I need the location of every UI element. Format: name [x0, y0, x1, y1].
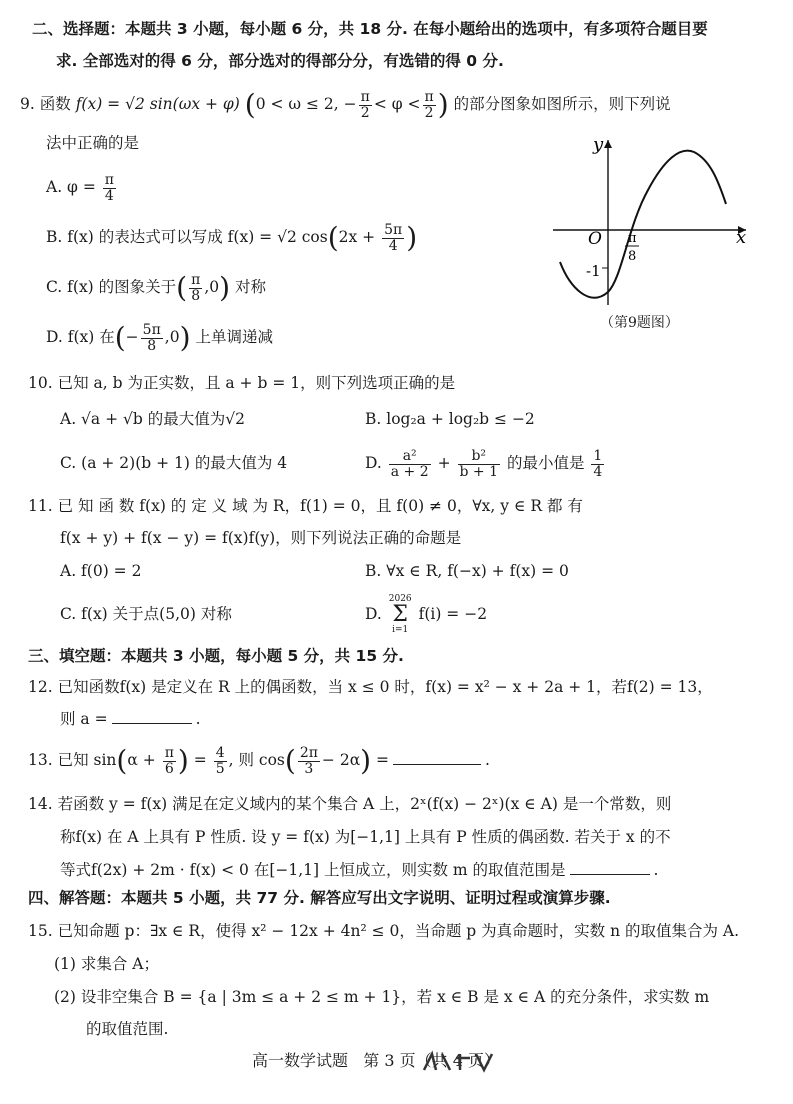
- q11-option-b: B. ∀x ∈ R, f(−x) + f(x) = 0: [365, 562, 569, 580]
- q13-stem: 13. 已知 sin(α + $\frac{\pi}{6}$ ) = $\frac{4}{5}$ , 则 cos( $\frac{2\pi}{3}$ − 2α) = .: [28, 744, 490, 777]
- section2-header-line1: 二、选择题：本题共 3 小题，每小题 6 分，共 18 分. 在每小题给出的选项中，有多项符合题目要: [32, 20, 708, 38]
- q9-cond-frac2: $\frac{\pi}{2}$: [424, 89, 434, 121]
- origin-label: O: [588, 229, 602, 249]
- q15-stem: 15. 已知命题 p：∃x ∈ R，使得 x² − 12x + 4n² ≤ 0，当命题 p 为真命题时，实数 n 的取值集合为 A.: [28, 922, 740, 940]
- q11-option-c: C. f(x) 关于点(5,0) 对称: [60, 605, 232, 623]
- q9-sine-curve: [560, 151, 726, 298]
- tick-num: π: [628, 231, 637, 246]
- q9-cond-a: 0 < ω ≤ 2, −: [255, 95, 357, 114]
- q9-stem-c: 的部分图象如图所示，则下列说: [453, 95, 671, 114]
- q10-option-d: D. $\frac{\text{a²}}{a + 2}$ + $\frac{\text{b²}}{b + 1}$ 的最小值是 $\frac{1}{4}$: [365, 447, 603, 480]
- footer-page: 第 3 页（共 4 页）: [363, 1051, 500, 1070]
- q9-option-d: D. f(x) 在(− $\frac{5\pi}{8}$ ,0) 上单调递减: [46, 321, 273, 354]
- y-axis-arrow-icon: [604, 140, 612, 148]
- q9-number: 9.: [20, 95, 35, 114]
- section3-header: 三、填空题：本题共 3 小题，每小题 5 分，共 15 分.: [28, 647, 404, 665]
- q11-option-a: A. f(0) = 2: [60, 562, 142, 580]
- scribble-mark: [420, 1050, 500, 1074]
- minus-one-label: -1: [586, 262, 601, 280]
- q9-stem-line2: 法中正确的是: [46, 134, 140, 152]
- q10-option-b: B. log₂a + log₂b ≤ −2: [365, 410, 535, 428]
- q14-line1: 14. 若函数 y = f(x) 满足在定义域内的某个集合 A 上，2ˣ(f(x) − 2ˣ)(x ∈ A) 是一个常数，则: [28, 795, 672, 813]
- section2-header-line2: 求. 全部选对的得 6 分，部分选对的得部分分，有选错的得 0 分.: [56, 52, 504, 70]
- q11-option-d: D. 2026 Σ i=1 f(i) = −2: [365, 594, 488, 635]
- q9-option-b: B. f(x) 的表达式可以写成 f(x) = √2 cos(2x + $\frac{5\pi}{4}$ ): [46, 221, 418, 254]
- q9-cond-frac1: $\frac{\pi}{2}$: [360, 89, 370, 121]
- q9-graph: [548, 130, 758, 310]
- q9-stem: 9. 函数 f(x) = √2 sin(ωx + φ) (0 < ω ≤ 2, − $\frac{\pi}{2}$ < φ < $\frac{\pi}{2}$ ) 的部分图象如图所示，则下列说: [20, 88, 671, 122]
- q12-stem-line2: 则 a = .: [60, 710, 201, 728]
- q11-stem-line1: 11. 已 知 函 数 f(x) 的 定 义 域 为 R，f(1) = 0，且 f(0) ≠ 0，∀x, y ∈ R 都 有: [28, 497, 583, 515]
- q9-function: f(x) = √2 sin(ωx + φ): [75, 95, 240, 114]
- q14-line2: 称f(x) 在 A 上具有 P 性质. 设 y = f(x) 为[−1,1] 上具有 P 性质的偶函数. 若关于 x 的不: [60, 828, 671, 846]
- q9-option-a: A. φ = $\frac{\pi}{4}$: [46, 171, 114, 204]
- q11-stem-line2: f(x + y) + f(x − y) = f(x)f(y)，则下列说法正确的命题是: [60, 529, 462, 547]
- y-label: y: [593, 134, 604, 155]
- q14-answer-blank[interactable]: [570, 860, 650, 875]
- x-label: x: [736, 227, 747, 248]
- q10-option-a: A. √a + √b 的最大值为√2: [60, 410, 245, 428]
- q9-stem-a: 函数: [39, 95, 71, 114]
- q9-caption: （第9题图）: [600, 315, 679, 331]
- q12-answer-blank[interactable]: [112, 709, 192, 724]
- q15-part1: (1) 求集合 A；: [54, 955, 160, 973]
- q12-stem-line1: 12. 已知函数f(x) 是定义在 R 上的偶函数，当 x ≤ 0 时，f(x) = x² − x + 2a + 1，若f(2) = 13，: [28, 678, 713, 696]
- footer-subject: 高一数学试题: [252, 1051, 349, 1070]
- q14-line3: 等式f(2x) + 2m · f(x) < 0 在[−1,1] 上恒成立，则实数 m 的取值范围是 .: [60, 861, 659, 879]
- q15-part2-line1: (2) 设非空集合 B = {a | 3m ≤ a + 2 ≤ m + 1}，若 x ∈ B 是 x ∈ A 的充分条件，求实数 m: [54, 988, 710, 1006]
- q15-part2-line2: 的取值范围.: [86, 1020, 169, 1038]
- section4-header: 四、解答题：本题共 5 小题，共 77 分. 解答应写出文字说明、证明过程或演算步骤.: [28, 889, 611, 907]
- q10-stem: 10. 已知 a, b 为正实数，且 a + b = 1，则下列选项正确的是: [28, 374, 456, 392]
- q9-cond-b: < φ <: [373, 95, 421, 114]
- tick-den: 8: [628, 249, 637, 264]
- q13-answer-blank[interactable]: [393, 750, 481, 765]
- q10-option-c: C. (a + 2)(b + 1) 的最大值为 4: [60, 454, 288, 472]
- q9-option-c: C. f(x) 的图象关于( $\frac{\pi}{8}$ ,0) 对称: [46, 271, 266, 304]
